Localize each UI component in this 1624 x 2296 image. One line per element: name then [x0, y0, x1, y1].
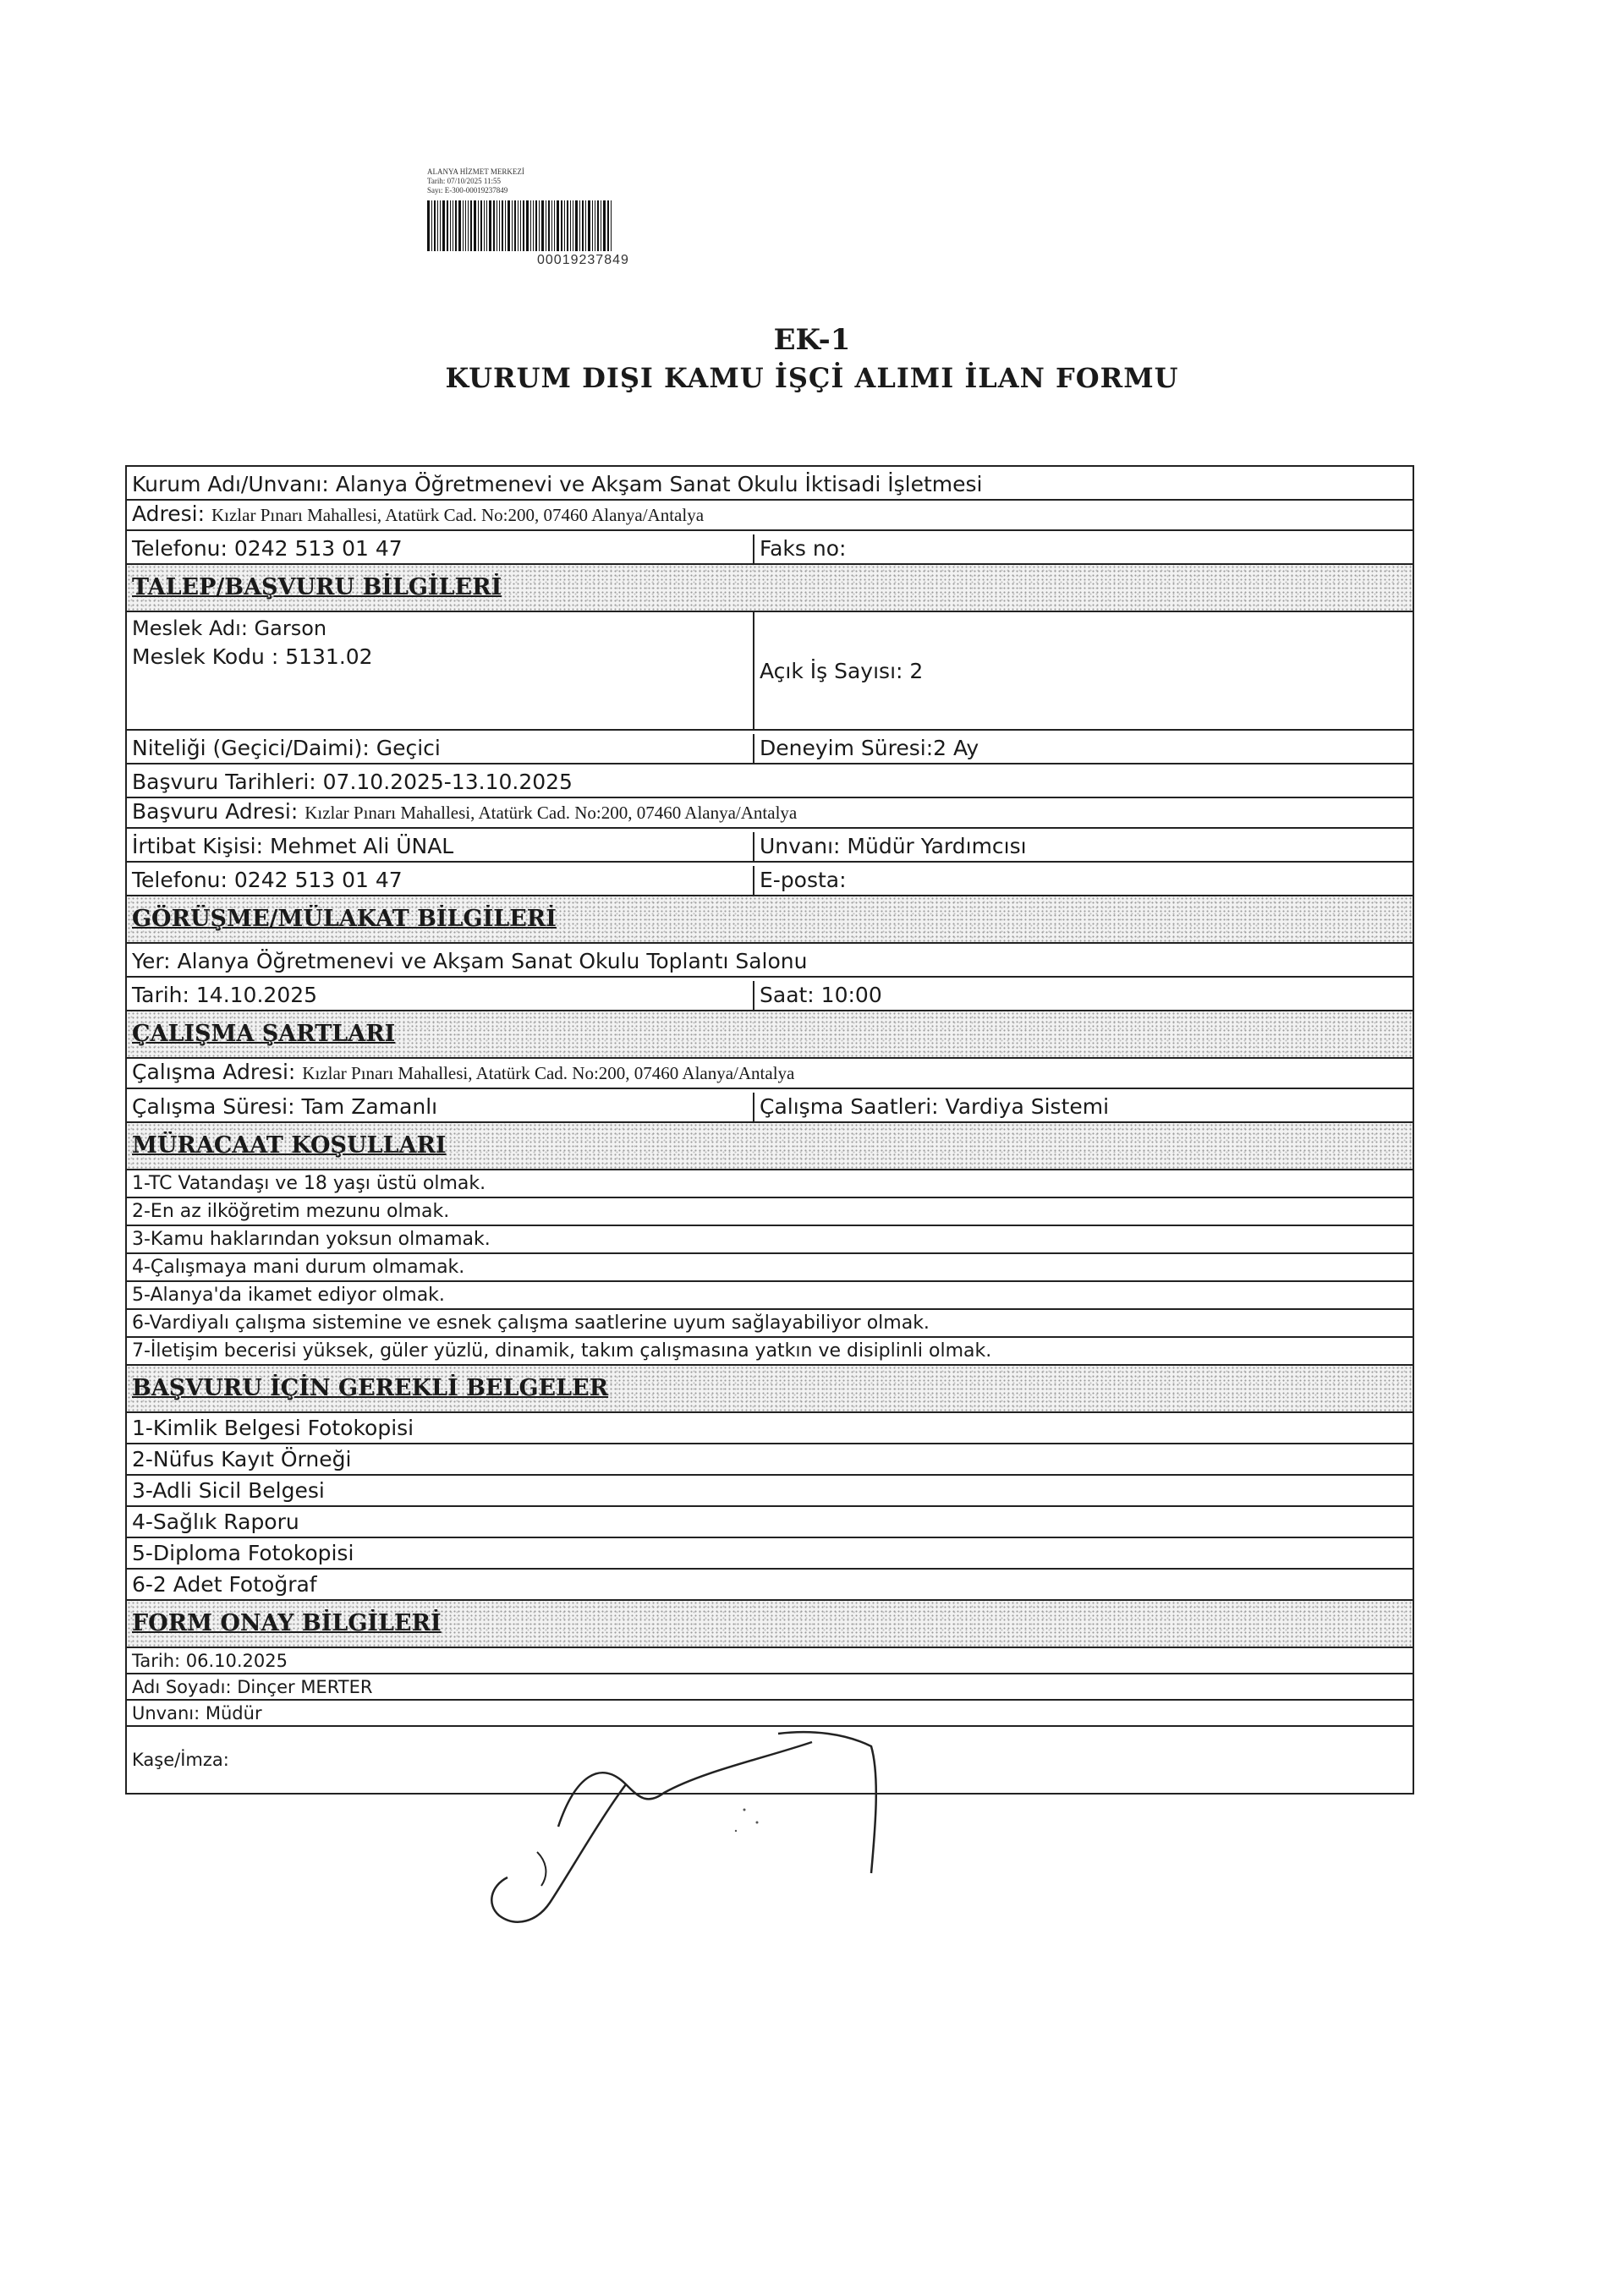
barcode-bar — [489, 200, 491, 251]
barcode-bar — [431, 200, 432, 251]
barcode-bar — [588, 200, 590, 251]
barcode — [427, 200, 740, 251]
document-text: 1-Kimlik Belgesi Fotokopisi — [132, 1416, 414, 1440]
approval-title: Unvanı: Müdür — [132, 1703, 262, 1723]
work-address — [127, 1058, 1413, 1088]
barcode-bar — [442, 200, 445, 251]
interview-time-row — [127, 978, 1413, 1011]
requirement-text: 6-Vardiyalı çalışma sistemine ve esnek çalışma saatlerine uyum sağlayabiliyor olmak. — [132, 1312, 930, 1334]
barcode-bar — [592, 200, 593, 251]
contact-person: İrtibat Kişisi: Mehmet Ali ÜNAL — [127, 832, 754, 861]
requirement-text: 3-Kamu haklarından yoksun olmamak. — [132, 1229, 491, 1250]
interview-place: Yer: Alanya Öğretmenevi ve Akşam Sanat Okulu Toplantı Salonu — [132, 949, 808, 973]
barcode-bar — [512, 200, 513, 251]
barcode-bar — [470, 200, 472, 251]
work-address-row — [127, 1059, 1413, 1089]
section-approval — [127, 1601, 1413, 1648]
contact-row — [127, 829, 1413, 863]
interview-time: Saat: 10:00 — [760, 983, 882, 1007]
contact-phone-row — [127, 863, 1413, 896]
stamp-signature-label: Kaşe/İmza: — [132, 1750, 229, 1770]
section-requirements-title: MÜRACAAT KOŞULLARI — [132, 1132, 447, 1159]
application-address-row — [127, 798, 1413, 829]
barcode-bar — [530, 200, 531, 251]
stamp-office: ALANYA HİZMET MERKEZİ — [427, 167, 524, 176]
barcode-bar — [607, 200, 609, 251]
document-text: 6-2 Adet Fotoğraf — [132, 1572, 317, 1597]
signature-stroke — [537, 1852, 546, 1886]
application-address-label: Başvuru Adresi: — [132, 799, 305, 824]
approval-date-row — [127, 1648, 1413, 1674]
requirement-text: 2-En az ilköğretim mezunu olmak. — [132, 1201, 450, 1222]
requirement-item — [127, 1226, 1413, 1254]
barcode-bar — [437, 200, 438, 251]
signature-stroke — [778, 1732, 876, 1873]
section-approval-title: FORM ONAY BİLGİLERİ — [132, 1610, 442, 1636]
section-requirements — [127, 1123, 1413, 1170]
barcode-bar — [575, 200, 578, 251]
barcode-bar — [548, 200, 550, 251]
barcode-bar — [502, 200, 503, 251]
ink-dot — [756, 1822, 759, 1824]
section-conditions-title: ÇALIŞMA ŞARTLARI — [132, 1021, 396, 1047]
stamp-date: Tarih: 07/10/2025 11:55 — [427, 177, 502, 185]
open-positions: Açık İş Sayısı: 2 — [760, 659, 924, 683]
institution-name: Kurum Adı/Unvanı: Alanya Öğretmenevi ve Akşam Sanat Okulu İktisadi İşletmesi — [132, 472, 983, 496]
barcode-number: 00019237849 — [537, 253, 629, 267]
nature-row — [127, 731, 1413, 764]
barcode-bar — [484, 200, 485, 251]
requirement-text: 4-Çalışmaya mani durum olmamak. — [132, 1257, 465, 1278]
barcode-bar — [478, 200, 479, 251]
work-address-label: Çalışma Adresi: — [132, 1060, 303, 1084]
contact-email: E-posta: — [760, 868, 847, 892]
section-conditions — [127, 1011, 1413, 1059]
institution-fax: Faks no: — [760, 536, 847, 561]
barcode-bar — [564, 200, 565, 251]
experience: Deneyim Süresi:2 Ay — [760, 736, 979, 760]
requirement-item — [127, 1198, 1413, 1226]
barcode-bar — [539, 200, 540, 251]
section-interview — [127, 896, 1413, 944]
barcode-bar — [463, 200, 464, 251]
barcode-bar — [499, 200, 500, 251]
requirement-text: 1-TC Vatandaşı ve 18 yaşı üstü olmak. — [132, 1173, 486, 1194]
contact-phone: Telefonu: 0242 513 01 47 — [127, 866, 754, 895]
document-text: 5-Diploma Fotokopisi — [132, 1541, 354, 1565]
barcode-bar — [450, 200, 451, 251]
requirement-text: 7-İletişim becerisi yüksek, güler yüzlü, dinamik, takım çalışmasına yatkın ve disiplinli olmak. — [132, 1340, 992, 1362]
signature-drawing — [457, 1725, 930, 1945]
section-documents — [127, 1366, 1413, 1413]
barcode-bar — [458, 200, 461, 251]
requirement-item — [127, 1282, 1413, 1310]
barcode-bar — [570, 200, 571, 251]
barcode-bar — [493, 200, 495, 251]
section-interview-title: GÖRÜŞME/MÜLAKAT BİLGİLERİ — [132, 906, 557, 932]
requirement-item — [127, 1254, 1413, 1282]
section-request — [127, 565, 1413, 612]
document-item — [127, 1413, 1413, 1444]
barcode-bar — [579, 200, 580, 251]
institution-address-label: Adresi: — [132, 501, 211, 526]
approval-title-row — [127, 1701, 1413, 1727]
barcode-bar — [557, 200, 559, 251]
document-text: 3-Adli Sicil Belgesi — [132, 1478, 325, 1503]
institution-address-row — [127, 501, 1413, 531]
requirement-item — [127, 1170, 1413, 1198]
barcode-bar — [486, 200, 487, 251]
barcode-bar — [567, 200, 568, 251]
institution-address — [127, 500, 1413, 529]
work-duration: Çalışma Süresi: Tam Zamanlı — [127, 1093, 754, 1121]
barcode-bar — [520, 200, 521, 251]
barcode-bar — [585, 200, 586, 251]
work-hours: Çalışma Saatleri: Vardiya Sistemi — [760, 1094, 1110, 1119]
job-info-left — [127, 612, 754, 729]
barcode-bar — [427, 200, 430, 251]
approval-name-row — [127, 1674, 1413, 1701]
barcode-bar — [526, 200, 529, 251]
barcode-bar — [465, 200, 466, 251]
barcode-bar — [523, 200, 524, 251]
ink-dot — [735, 1830, 737, 1832]
institution-phone: Telefonu: 0242 513 01 47 — [127, 534, 754, 563]
job-nature: Niteliği (Geçici/Daimi): Geçici — [127, 734, 754, 763]
document-item — [127, 1570, 1413, 1601]
application-dates-row — [127, 764, 1413, 798]
job-posting-form — [125, 465, 1414, 1795]
barcode-bar — [611, 200, 612, 251]
barcode-bar — [535, 200, 537, 251]
ink-dot — [743, 1809, 746, 1811]
document-text: 4-Sağlık Raporu — [132, 1510, 299, 1534]
barcode-bar — [434, 200, 436, 251]
application-dates: Başvuru Tarihleri: 07.10.2025-13.10.2025 — [132, 770, 573, 794]
document-item — [127, 1476, 1413, 1507]
barcode-bar — [480, 200, 482, 251]
barcode-bar — [447, 200, 448, 251]
barcode-bar — [474, 200, 476, 251]
barcode-bar — [440, 200, 441, 251]
institution-name-row — [127, 467, 1413, 501]
interview-date: Tarih: 14.10.2025 — [127, 981, 754, 1010]
barcode-bar — [468, 200, 469, 251]
signature-stroke — [491, 1784, 626, 1922]
barcode-bar — [551, 200, 552, 251]
approval-date: Tarih: 06.10.2025 — [132, 1651, 288, 1671]
institution-address-value: Kızlar Pınarı Mahallesi, Atatürk Cad. No:200, 07460 Alanya/Antalya — [211, 505, 705, 525]
barcode-bar — [561, 200, 562, 251]
document-item — [127, 1444, 1413, 1476]
barcode-bar — [508, 200, 510, 251]
barcode-bar — [554, 200, 555, 251]
document-item — [127, 1538, 1413, 1570]
section-request-title: TALEP/BAŞVURU BİLGİLERİ — [132, 574, 502, 600]
barcode-bar — [505, 200, 506, 251]
application-address-value: Kızlar Pınarı Mahallesi, Atatürk Cad. No:200, 07460 Alanya/Antalya — [304, 803, 798, 823]
job-code: Meslek Kodu : 5131.02 — [132, 644, 373, 669]
form-title: KURUM DIŞI KAMU İŞÇİ ALIMI İLAN FORMU — [445, 362, 1179, 394]
barcode-bar — [541, 200, 544, 251]
contact-title: Unvanı: Müdür Yardımcısı — [760, 834, 1027, 858]
work-address-value: Kızlar Pınarı Mahallesi, Atatürk Cad. No:200, 07460 Alanya/Antalya — [302, 1063, 795, 1083]
institution-contact-row — [127, 531, 1413, 565]
requirement-item — [127, 1338, 1413, 1366]
barcode-bar — [455, 200, 457, 251]
document-text: 2-Nüfus Kayıt Örneği — [132, 1447, 352, 1471]
document-title — [0, 321, 1624, 397]
interview-place-row — [127, 944, 1413, 978]
barcode-bar — [533, 200, 534, 251]
barcode-bar — [603, 200, 606, 251]
section-documents-title: BAŞVURU İÇİN GEREKLİ BELGELER — [132, 1375, 609, 1401]
work-hours-row — [127, 1089, 1413, 1123]
approval-name: Adı Soyadı: Dinçer MERTER — [132, 1677, 373, 1697]
barcode-bar — [514, 200, 516, 251]
requirement-item — [127, 1310, 1413, 1338]
job-info-row — [127, 612, 1413, 731]
job-name: Meslek Adı: Garson — [132, 616, 327, 640]
registry-stamp — [427, 167, 740, 268]
document-item — [127, 1507, 1413, 1538]
application-address — [127, 797, 1413, 827]
barcode-bar — [582, 200, 584, 251]
barcode-bar — [597, 200, 599, 251]
form-code: EK-1 — [773, 323, 851, 357]
requirement-text: 5-Alanya'da ikamet ediyor olmak. — [132, 1285, 445, 1306]
signature-stroke — [558, 1742, 812, 1827]
stamp-number: Sayı: E-300-00019237849 — [427, 186, 508, 195]
